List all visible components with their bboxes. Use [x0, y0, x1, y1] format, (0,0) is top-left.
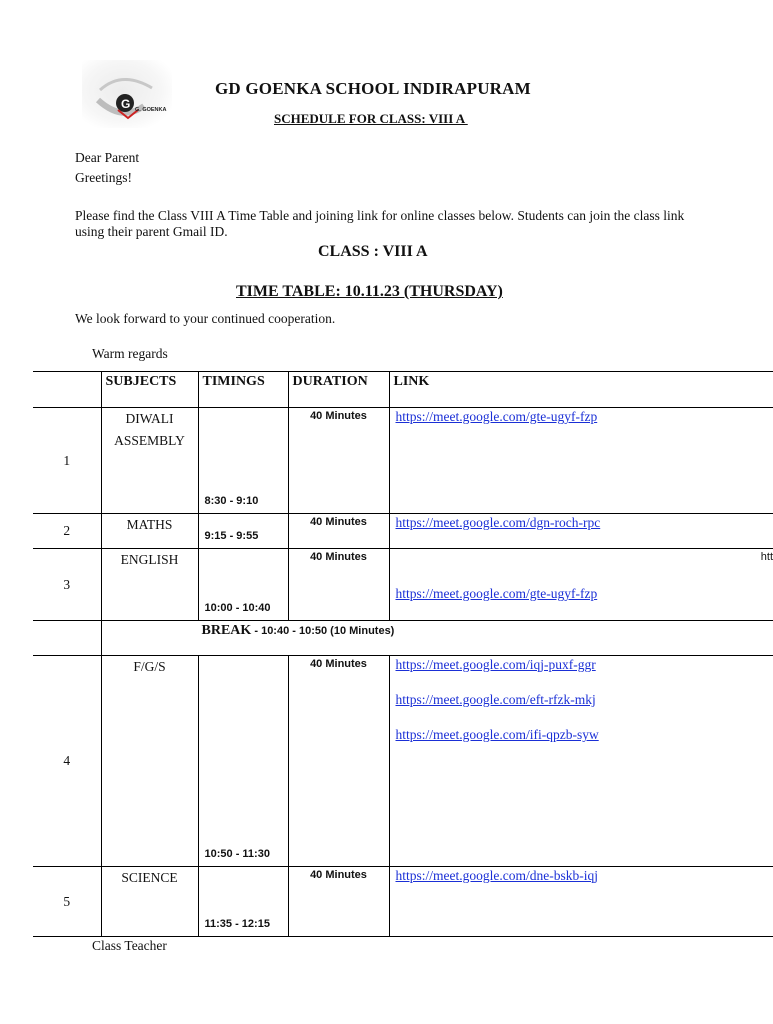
break-label: BREAK [201, 623, 252, 638]
subject-line: DIWALI [125, 411, 174, 426]
logo-emblem-icon [82, 60, 172, 128]
subject-cell: SCIENCE [101, 867, 198, 937]
header-num [33, 372, 101, 408]
row-number: 4 [33, 656, 101, 867]
subject-cell: ENGLISH [101, 549, 198, 621]
table-header-row [33, 372, 773, 408]
break-cell [101, 621, 773, 656]
meet-link[interactable]: https://meet.google.com/ifi-qpzb-syw [395, 727, 599, 742]
row-number: 1 [33, 408, 101, 514]
svg-text:G: G [121, 97, 131, 111]
timetable [33, 371, 773, 937]
link-cell [389, 514, 773, 549]
table-row [33, 408, 773, 514]
table-row [33, 514, 773, 549]
warm-regards: Warm regards [92, 346, 168, 361]
timing-cell: 11:35 - 12:15 [198, 867, 288, 937]
svg-text:G. GOENKA: G. GOENKA [135, 107, 167, 113]
duration-cell: 40 Minutes [288, 514, 389, 549]
closing-line: We look forward to your continued cooperation. [75, 311, 336, 326]
timing-cell: 10:00 - 10:40 [198, 549, 288, 621]
table-row [33, 549, 773, 621]
meet-link[interactable]: https://meet.google.com/dne-bskb-iqj [395, 868, 598, 883]
duration-cell: 40 Minutes [288, 656, 389, 867]
row-number: 2 [33, 514, 101, 549]
school-logo [82, 60, 172, 128]
break-row [33, 621, 773, 656]
header-duration: DURATION [288, 372, 389, 408]
duration-cell: 40 Minutes [288, 549, 389, 621]
intro-paragraph: Please find the Class VIII A Time Table and joining link for online classes below. Students can join the class link using their parent Gmail ID. [75, 208, 685, 239]
subject-cell [101, 408, 198, 514]
link-cell [389, 867, 773, 937]
subject-cell: F/G/S [101, 656, 198, 867]
meet-link[interactable]: https://meet.google.com/dgn-roch-rpc [395, 515, 601, 530]
salutation: Dear Parent [75, 150, 140, 165]
class-teacher-signoff: Class Teacher [92, 938, 167, 953]
schedule-title: SCHEDULE FOR CLASS: VIII A [274, 111, 468, 126]
header-subjects: SUBJECTS [101, 372, 198, 408]
subject-cell: MATHS [101, 514, 198, 549]
meet-link[interactable]: https://meet.google.com/gte-ugyf-fzp [395, 409, 598, 424]
link-cell [389, 549, 773, 621]
meet-link[interactable]: https://meet.google.com/gte-ugyf-fzp [395, 586, 598, 601]
class-heading: CLASS : VIII A [318, 243, 428, 260]
link-cell [389, 408, 773, 514]
truncated-link-text: htt [760, 551, 773, 563]
meet-link[interactable]: https://meet.google.com/iqj-puxf-ggr [395, 657, 596, 672]
break-num-cell [33, 621, 101, 656]
header-timings: TIMINGS [198, 372, 288, 408]
school-name: GD GOENKA SCHOOL INDIRAPURAM [215, 79, 531, 98]
timing-cell: 8:30 - 9:10 [198, 408, 288, 514]
break-detail: - 10:40 - 10:50 (10 Minutes) [251, 625, 395, 637]
subject-line: ASSEMBLY [114, 433, 185, 448]
greeting: Greetings! [75, 170, 132, 185]
timing-cell: 10:50 - 11:30 [198, 656, 288, 867]
table-row [33, 656, 773, 867]
header-link: LINK [389, 372, 773, 408]
meet-link[interactable]: https://meet.google.com/eft-rfzk-mkj [395, 692, 596, 707]
row-number: 3 [33, 549, 101, 621]
row-number: 5 [33, 867, 101, 937]
timetable-heading: TIME TABLE: 10.11.23 (THURSDAY) [236, 283, 503, 300]
duration-cell: 40 Minutes [288, 408, 389, 514]
timing-cell: 9:15 - 9:55 [198, 514, 288, 549]
duration-cell: 40 Minutes [288, 867, 389, 937]
link-cell [389, 656, 773, 867]
table-row [33, 867, 773, 937]
